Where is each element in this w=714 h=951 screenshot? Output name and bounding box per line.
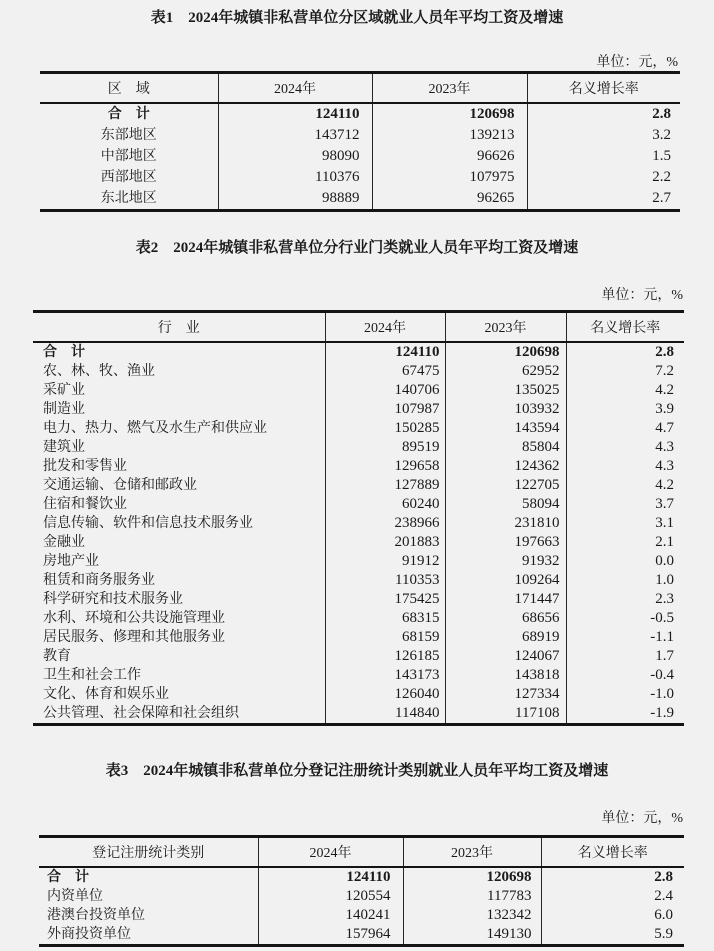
row-label: 水利、环境和公共设施管理业 [43, 610, 225, 626]
row-label: 内资单位 [47, 888, 103, 904]
table1-unit-label: 单位：元，% [596, 55, 678, 70]
cell-value: 201883 [325, 533, 445, 552]
cell-value: 2.8 [566, 342, 684, 362]
cell-value: 91932 [445, 552, 566, 571]
cell-value: 0.0 [566, 552, 684, 571]
row-label: 中部地区 [100, 148, 157, 164]
cell-value: 140706 [325, 381, 445, 400]
table-row [39, 887, 684, 906]
row-label: 住宿和餐饮业 [43, 496, 127, 512]
table-row [33, 590, 684, 609]
cell-value: 3.1 [566, 514, 684, 533]
cell-value: -1.0 [566, 685, 684, 704]
cell-value: 1.5 [527, 146, 680, 167]
column-header: 行 业 [33, 312, 325, 343]
table-row [40, 125, 680, 146]
column-header: 2024年 [258, 837, 403, 868]
table-row [39, 925, 684, 946]
cell-value: -1.1 [566, 628, 684, 647]
cell-value: 7.2 [566, 362, 684, 381]
row-label: 科学研究和技术服务业 [43, 591, 183, 607]
table3-section [0, 762, 714, 947]
cell-value: 132342 [403, 906, 541, 925]
region-wage-table [40, 71, 680, 212]
table-row [39, 867, 684, 887]
cell-value: 127889 [325, 476, 445, 495]
cell-value: 157964 [258, 925, 403, 946]
cell-value: 120698 [372, 103, 527, 125]
column-header: 2024年 [218, 73, 372, 104]
table3-unit-label: 单位：元，% [601, 811, 683, 826]
table-row [33, 685, 684, 704]
row-label: 外商投资单位 [47, 926, 131, 942]
table-row [33, 514, 684, 533]
row-label: 批发和零售业 [43, 458, 127, 474]
row-label: 公共管理、社会保障和社会组织 [43, 705, 239, 721]
row-label: 教育 [43, 648, 71, 664]
row-label: 合 计 [47, 869, 89, 885]
table-row [33, 552, 684, 571]
cell-value: 107975 [372, 167, 527, 188]
cell-value: 175425 [325, 590, 445, 609]
row-label: 建筑业 [43, 439, 85, 455]
row-label: 交通运输、仓储和邮政业 [43, 477, 197, 493]
cell-value: 110353 [325, 571, 445, 590]
column-header: 2023年 [372, 73, 527, 104]
column-header: 2024年 [325, 312, 445, 343]
cell-value: -0.5 [566, 609, 684, 628]
row-label: 信息传输、软件和信息技术服务业 [43, 515, 253, 531]
table2-section [0, 239, 714, 726]
cell-value: 197663 [445, 533, 566, 552]
row-label: 合 计 [107, 106, 150, 122]
cell-value: 122705 [445, 476, 566, 495]
table-row [40, 146, 680, 167]
cell-value: 124067 [445, 647, 566, 666]
cell-value: 2.7 [527, 188, 680, 211]
row-label: 采矿业 [43, 382, 85, 398]
cell-value: -0.4 [566, 666, 684, 685]
cell-value: 58094 [445, 495, 566, 514]
cell-value: 4.2 [566, 476, 684, 495]
cell-value: 3.9 [566, 400, 684, 419]
table-row [40, 167, 680, 188]
cell-value: 4.2 [566, 381, 684, 400]
cell-value: 4.7 [566, 419, 684, 438]
table-row [40, 188, 680, 211]
table-row [33, 704, 684, 725]
table-row [33, 342, 684, 362]
column-header: 区 域 [40, 73, 218, 104]
table1-section [0, 0, 714, 212]
cell-value: 120698 [403, 867, 541, 887]
cell-value: 117783 [403, 887, 541, 906]
cell-value: -1.9 [566, 704, 684, 725]
row-label: 农、林、牧、渔业 [43, 363, 155, 379]
table-row [33, 609, 684, 628]
row-label: 居民服务、修理和其他服务业 [43, 629, 225, 645]
cell-value: 68159 [325, 628, 445, 647]
cell-value: 67475 [325, 362, 445, 381]
cell-value: 126040 [325, 685, 445, 704]
table-row [39, 906, 684, 925]
cell-value: 4.3 [566, 438, 684, 457]
row-label: 东北地区 [100, 190, 157, 206]
cell-value: 149130 [403, 925, 541, 946]
table-row [33, 533, 684, 552]
cell-value: 124110 [325, 342, 445, 362]
table-row [33, 476, 684, 495]
table-row [33, 362, 684, 381]
table-row [33, 647, 684, 666]
row-label: 房地产业 [43, 553, 99, 569]
table-row [33, 438, 684, 457]
cell-value: 6.0 [541, 906, 684, 925]
column-header: 2023年 [403, 837, 541, 868]
cell-value: 171447 [445, 590, 566, 609]
column-header: 名义增长率 [566, 312, 684, 343]
cell-value: 91912 [325, 552, 445, 571]
cell-value: 110376 [218, 167, 372, 188]
cell-value: 129658 [325, 457, 445, 476]
table-row [33, 419, 684, 438]
cell-value: 1.7 [566, 647, 684, 666]
row-label: 金融业 [43, 534, 85, 550]
cell-value: 127334 [445, 685, 566, 704]
table1-title: 表1 2024年城镇非私营单位分区域就业人员年平均工资及增速 [150, 10, 564, 26]
cell-value: 231810 [445, 514, 566, 533]
row-label: 电力、热力、燃气及水生产和供应业 [43, 420, 267, 436]
cell-value: 4.3 [566, 457, 684, 476]
cell-value: 3.7 [566, 495, 684, 514]
row-label: 东部地区 [100, 127, 157, 143]
cell-value: 85804 [445, 438, 566, 457]
column-header: 名义增长率 [541, 837, 684, 868]
industry-wage-table [33, 310, 684, 726]
cell-value: 126185 [325, 647, 445, 666]
cell-value: 139213 [372, 125, 527, 146]
cell-value: 60240 [325, 495, 445, 514]
registration-type-wage-table [39, 835, 684, 947]
row-label: 港澳台投资单位 [47, 907, 145, 923]
table-row [33, 666, 684, 685]
cell-value: 96626 [372, 146, 527, 167]
header-row [39, 837, 684, 868]
column-header: 2023年 [445, 312, 566, 343]
cell-value: 3.2 [527, 125, 680, 146]
table-row [33, 400, 684, 419]
cell-value: 124362 [445, 457, 566, 476]
cell-value: 143173 [325, 666, 445, 685]
row-label: 文化、体育和娱乐业 [43, 686, 169, 702]
cell-value: 143818 [445, 666, 566, 685]
cell-value: 143594 [445, 419, 566, 438]
table-row [33, 457, 684, 476]
cell-value: 150285 [325, 419, 445, 438]
cell-value: 117108 [445, 704, 566, 725]
cell-value: 107987 [325, 400, 445, 419]
cell-value: 135025 [445, 381, 566, 400]
cell-value: 96265 [372, 188, 527, 211]
table2-title: 表2 2024年城镇非私营单位分行业门类就业人员年平均工资及增速 [135, 240, 579, 256]
cell-value: 2.8 [527, 103, 680, 125]
cell-value: 2.1 [566, 533, 684, 552]
row-label: 西部地区 [100, 169, 157, 185]
table-row [33, 628, 684, 647]
cell-value: 2.2 [527, 167, 680, 188]
cell-value: 2.3 [566, 590, 684, 609]
row-label: 租赁和商务服务业 [43, 572, 155, 588]
cell-value: 124110 [218, 103, 372, 125]
cell-value: 89519 [325, 438, 445, 457]
row-label: 制造业 [43, 401, 85, 417]
cell-value: 98090 [218, 146, 372, 167]
cell-value: 238966 [325, 514, 445, 533]
cell-value: 2.4 [541, 887, 684, 906]
cell-value: 109264 [445, 571, 566, 590]
column-header: 登记注册统计类别 [39, 837, 258, 868]
cell-value: 2.8 [541, 867, 684, 887]
cell-value: 68919 [445, 628, 566, 647]
header-row [33, 312, 684, 343]
table-row [33, 571, 684, 590]
cell-value: 68315 [325, 609, 445, 628]
cell-value: 103932 [445, 400, 566, 419]
cell-value: 98889 [218, 188, 372, 211]
row-label: 卫生和社会工作 [43, 667, 141, 683]
table-row [33, 495, 684, 514]
table2-unit-label: 单位：元，% [601, 288, 683, 303]
cell-value: 5.9 [541, 925, 684, 946]
column-header: 名义增长率 [527, 73, 680, 104]
table3-title: 表3 2024年城镇非私营单位分登记注册统计类别就业人员年平均工资及增速 [105, 763, 609, 779]
table-row [33, 381, 684, 400]
cell-value: 68656 [445, 609, 566, 628]
header-row [40, 73, 680, 104]
cell-value: 143712 [218, 125, 372, 146]
table-row [40, 103, 680, 125]
row-label: 合 计 [43, 344, 85, 360]
cell-value: 124110 [258, 867, 403, 887]
cell-value: 62952 [445, 362, 566, 381]
cell-value: 120554 [258, 887, 403, 906]
cell-value: 1.0 [566, 571, 684, 590]
cell-value: 120698 [445, 342, 566, 362]
cell-value: 114840 [325, 704, 445, 725]
cell-value: 140241 [258, 906, 403, 925]
